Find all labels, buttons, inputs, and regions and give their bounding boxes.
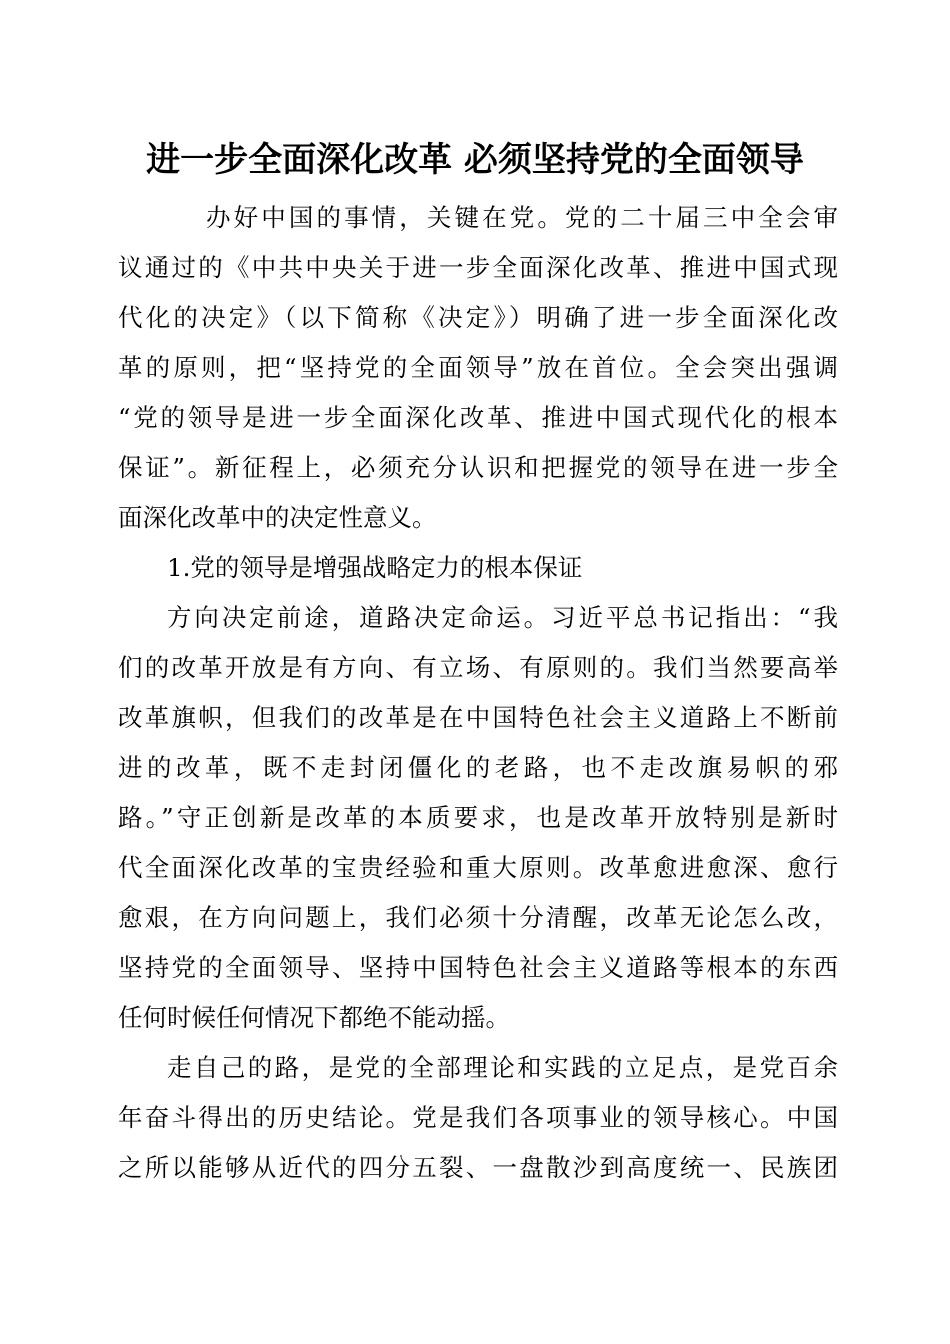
paragraph-line: 走自己的路，是党的全部理论和实践的立足点，是党百余: [167, 1053, 838, 1082]
paragraph-line: 任何时候任何情况下都绝不能动摇。: [118, 1003, 510, 1032]
paragraph-line: 年奋斗得出的历史结论。党是我们各项事业的领导核心。中国: [118, 1103, 838, 1132]
paragraph-line: 方向决定前途，道路决定命运。习近平总书记指出：“我: [167, 603, 838, 632]
paragraph-line: 之所以能够从近代的四分五裂、一盘散沙到高度统一、民族团: [118, 1153, 838, 1182]
paragraph-line: 进的改革，既不走封闭僵化的老路，也不走改旗易帜的邪: [118, 753, 838, 782]
paragraph-line: 愈艰，在方向问题上，我们必须十分清醒，改革无论怎么改，: [118, 903, 838, 932]
paragraph-line: 议通过的《中共中央关于进一步全面深化改革、推进中国式现: [118, 253, 838, 282]
paragraph-line: 办好中国的事情，关键在党。党的二十届三中全会审: [206, 203, 838, 232]
paragraph-line: 保证”。新征程上，必须充分认识和把握党的领导在进一步全: [118, 453, 838, 482]
paragraph-line: 代化的决定》（以下简称《决定》）明确了进一步全面深化改: [118, 303, 838, 332]
paragraph-line: “党的领导是进一步全面深化改革、推进中国式现代化的根本: [118, 403, 838, 432]
paragraph-line: 代全面深化改革的宝贵经验和重大原则。改革愈进愈深、愈行: [118, 853, 838, 882]
paragraph-line: 面深化改革中的决定性意义。: [118, 503, 437, 532]
paragraph-line: 革的原则，把“坚持党的全面领导”放在首位。全会突出强调: [118, 353, 838, 382]
document-title: 进一步全面深化改革 必须坚持党的全面领导: [146, 140, 804, 180]
paragraph-line: 坚持党的全面领导、坚持中国特色社会主义道路等根本的东西: [118, 953, 838, 982]
paragraph-line: 们的改革开放是有方向、有立场、有原则的。我们当然要高举: [118, 653, 838, 682]
paragraph-line: 改革旗帜，但我们的改革是在中国特色社会主义道路上不断前: [118, 703, 838, 732]
paragraph-line: 路。”守正创新是改革的本质要求，也是改革开放特别是新时: [118, 803, 838, 832]
section-heading: 1.党的领导是增强战略定力的根本保证: [167, 553, 583, 582]
